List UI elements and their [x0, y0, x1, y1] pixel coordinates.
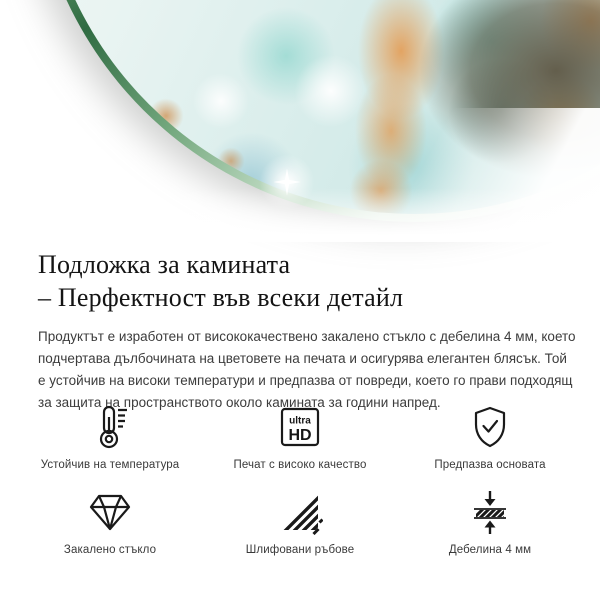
- feature-temperature: [15, 404, 205, 471]
- feature-protects-base: [395, 404, 585, 471]
- feature-label: Шлифовани ръбове: [245, 544, 355, 556]
- feature-label: Закалено стъкло: [63, 544, 157, 556]
- svg-text:HD: HD: [288, 427, 312, 444]
- feature-print-quality: [205, 404, 395, 471]
- feature-label: Устойчив на температура: [40, 459, 180, 471]
- product-description: Продуктът е изработен от висококачествено закалено стъкло с дебелина 4 мм, което подчертава дълбочината на цветовете на печата и осигурява елегантен блясък. Той е устойчив на високи температури и предпазва от повреди, което го прави подходящ за защита на пространството около камината за години напред.: [38, 328, 576, 410]
- diamond-icon: [87, 489, 133, 535]
- thickness-icon: [467, 489, 513, 535]
- page-title-line1: Подложка за камината: [38, 250, 291, 280]
- ultra-hd-icon: [277, 404, 323, 450]
- feature-label: Предпазва основата: [434, 459, 546, 471]
- page-title: [38, 248, 403, 314]
- product-image: [0, 0, 600, 245]
- shield-check-icon: [467, 404, 513, 450]
- feature-label: Дебелина 4 мм: [448, 544, 532, 556]
- svg-text:ultra: ultra: [289, 415, 311, 427]
- feature-thickness: [395, 489, 585, 556]
- feature-tempered-glass: [15, 489, 205, 556]
- polished-edges-icon: [277, 489, 323, 535]
- page-title-line2: – Перфектност във всеки детайл: [38, 283, 404, 313]
- feature-polished-edges: [205, 489, 395, 556]
- features-grid: [15, 404, 585, 556]
- thermometer-icon: [87, 404, 133, 450]
- image-fade-bottom: [0, 188, 600, 242]
- feature-label: Печат с високо качество: [233, 459, 367, 471]
